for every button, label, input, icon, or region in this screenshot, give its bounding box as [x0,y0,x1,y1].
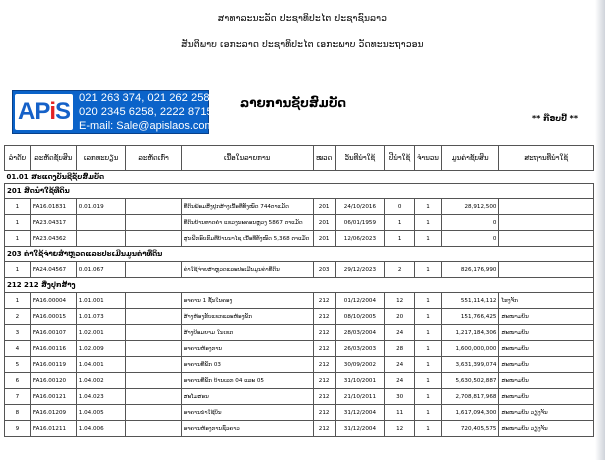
table-row [5,309,594,325]
cell-description: ສະໂມສອນ [181,389,313,405]
cell-years: 2 [385,262,415,278]
cell-description: ອາຄານຫ້ອງການ [181,341,313,357]
table-row [5,341,594,357]
cell-old-code [126,389,181,405]
apis-banner [12,90,214,134]
cell-reg-no: 1.04.001 [76,357,126,373]
cell-date: 26/03/2003 [335,341,385,357]
cell-date: 01/12/2004 [335,293,385,309]
cell-date: 12/06/2023 [335,231,385,247]
subgroup-row [5,278,594,293]
cell-asset-code: FA16.00107 [30,325,76,341]
cell-location: ສະໜາມບິນ [499,309,594,325]
cell-reg-no: 1.04.006 [76,421,126,437]
cell-no: 1 [5,293,31,309]
cell-description: ອາຄານ 1 ຊັ້ນໃນຄອງ [181,293,313,309]
cell-reg-no: 0.01.067 [76,262,126,278]
cell-old-code [126,325,181,341]
cell-no: 3 [5,325,31,341]
cell-description: ອາຄານນຳໃຊ້ບິນ [181,405,313,421]
subgroup-row [5,184,594,199]
cell-no: 7 [5,389,31,405]
cell-asset-code: FA23.04317 [30,215,76,231]
column-header: ລະຫັດເກົ່າ [126,146,181,171]
cell-category: 212 [313,405,335,421]
cell-category: 212 [313,325,335,341]
cell-qty: 1 [415,389,442,405]
cell-qty: 1 [415,357,442,373]
cell-value: 1,617,094,300 [441,405,499,421]
cell-value: 3,631,399,074 [441,357,499,373]
cell-location: ສະໜາມບິນ [499,373,594,389]
cell-description: ຄ່າໃຊ້ຈ່າຍສຳຫຼວດແລະປະເມີນມູນຄ່າທີ່ດິນ [181,262,313,278]
table-row [5,405,594,421]
cell-years: 0 [385,199,415,215]
cell-value: 720,405,575 [441,421,499,437]
cell-date: 24/10/2016 [335,199,385,215]
cell-category: 201 [313,215,335,231]
cell-value: 551,114,112 [441,293,499,309]
cell-no: 5 [5,357,31,373]
cell-category: 212 [313,357,335,373]
cell-qty: 1 [415,293,442,309]
subgroup-title: 201 ສິດນຳໃຊ້ທີ່ດິນ [5,184,594,199]
cell-no: 9 [5,421,31,437]
cell-years: 12 [385,293,415,309]
cell-reg-no [76,231,126,247]
cell-value: 1,217,184,306 [441,325,499,341]
cell-location [499,231,594,247]
cell-date: 30/09/2002 [335,357,385,373]
cell-years: 1 [385,215,415,231]
cell-date: 28/03/2004 [335,325,385,341]
cell-reg-no: 1.04.002 [76,373,126,389]
cell-old-code [126,341,181,357]
cell-qty: 1 [415,421,442,437]
column-header: ປີນຳໃຊ້ [385,146,415,171]
cell-category: 212 [313,389,335,405]
cell-value: 1,600,000,000 [441,341,499,357]
cell-location [499,215,594,231]
table-row [5,293,594,309]
table-row [5,373,594,389]
cell-date: 31/12/2004 [335,405,385,421]
cell-old-code [126,215,181,231]
national-header: ສາທາລະນະລັດ ປະຊາທິປະໄຕ ປະຊາຊົນລາວ [217,14,388,24]
cell-location: ສະໜາມບິນ ວຽງຈັນ [499,405,594,421]
cell-old-code [126,309,181,325]
copy-label: ** ກ໊ອບປີ້ ** [532,114,579,123]
subgroup-title: 212 212 ສິ່ງປຸກສ້າງ [5,278,594,293]
cell-category: 201 [313,199,335,215]
cell-no: 1 [5,199,31,215]
cell-years: 20 [385,309,415,325]
table-row [5,357,594,373]
column-header: ຈຳນວນ [415,146,442,171]
cell-value: 151,766,425 [441,309,499,325]
cell-location: ສະໜາມບິນ [499,357,594,373]
cell-reg-no: 1.01.001 [76,293,126,309]
column-header: ມູນຄ່າຊັບສິນ [441,146,499,171]
cell-reg-no [76,215,126,231]
cell-qty: 1 [415,199,442,215]
cell-description: ສ້າງຫ້ອງຮັບແຂກແລະຫ້ອງພັກ [181,309,313,325]
cell-years: 24 [385,357,415,373]
cell-value: 5,630,502,887 [441,373,499,389]
cell-reg-no: 1.04.023 [76,389,126,405]
cell-old-code [126,373,181,389]
table-row [5,389,594,405]
cell-qty: 1 [415,373,442,389]
national-motto: ສັນຕິພາບ ເອກະລາດ ປະຊາທິປະໄຕ ເອກະພາບ ວັດທະນະຖາວອນ [181,40,424,50]
group-title: 01.01 ສະແດງບັນຊີຊັບສົມບັດ [5,171,594,184]
cell-date: 31/12/2004 [335,421,385,437]
cell-asset-code: FA16.01211 [30,421,76,437]
cell-asset-code: FA16.00119 [30,357,76,373]
cell-qty: 1 [415,405,442,421]
cell-asset-code: FA16.00121 [30,389,76,405]
column-header: ເລກທະບຽນ [76,146,126,171]
column-header: ເນື້ອໃນລາຍການ [181,146,313,171]
cell-date: 29/12/2023 [335,262,385,278]
table-row [5,231,594,247]
cell-reg-no: 0.01.019 [76,199,126,215]
banner-phone-1: 021 263 374, 021 262 258 [79,92,210,104]
cell-description: ອາຄານຫ້ອງການຊົ່ວຄາວ [181,421,313,437]
cell-qty: 1 [415,341,442,357]
cell-old-code [126,293,181,309]
cell-old-code [126,199,181,215]
cell-no: 1 [5,231,31,247]
cell-no: 1 [5,262,31,278]
cell-no: 1 [5,215,31,231]
column-header: ລຳດັບ [5,146,31,171]
column-header: ວັນທີນຳໃຊ້ [335,146,385,171]
table-row [5,215,594,231]
table-row [5,199,594,215]
cell-location: ສະໜາມບິນ [499,341,594,357]
cell-no: 4 [5,341,31,357]
logo-prefix: AP [17,98,50,125]
cell-asset-code: FA23.04362 [30,231,76,247]
cell-asset-code: FA16.00120 [30,373,76,389]
apis-logo [15,94,73,130]
cell-description: ທີ່ດິນບ້ານທາດຄຳ ແຂວງນະຄອນຫຼວງ 5867 ຕາແມັດ [181,215,313,231]
viewer-edge-shadow [595,0,605,460]
column-header: ໝວດ [313,146,335,171]
cell-qty: 1 [415,325,442,341]
cell-reg-no: 1.04.005 [76,405,126,421]
table-row [5,421,594,437]
cell-description: ອາຄານທີ່ພັກ ບ້ານເລກ 04 ແລະ 05 [181,373,313,389]
cell-years: 12 [385,421,415,437]
cell-date: 06/01/1959 [335,215,385,231]
cell-reg-no: 1.01.073 [76,309,126,325]
subgroup-row [5,247,594,262]
cell-description: ສູນຝຶກອົບຮົມທີ່ບ້ານນາໄຊ ເນື້ອທີ່ທັງໝົດ 5,368 ຕາແມັດ [181,231,313,247]
cell-value: 826,176,990 [441,262,499,278]
cell-location: ໂຮງຈັກ [499,293,594,309]
cell-category: 212 [313,373,335,389]
cell-years: 24 [385,325,415,341]
cell-asset-code: FA24.04567 [30,262,76,278]
cell-asset-code: FA16.00116 [30,341,76,357]
cell-category: 212 [313,309,335,325]
cell-value: 0 [441,215,499,231]
cell-asset-code: FA16.00004 [30,293,76,309]
cell-old-code [126,231,181,247]
cell-qty: 1 [415,309,442,325]
column-header: ສະຖານທີ່ນຳໃຊ້ [499,146,594,171]
cell-old-code [126,357,181,373]
cell-years: 30 [385,389,415,405]
cell-date: 21/10/2011 [335,389,385,405]
cell-old-code [126,405,181,421]
cell-no: 2 [5,309,31,325]
cell-description: ທີ່ດິນພ້ອມສິ່ງປຸກສ້າງເນື້ອທີ່ທັງໝົດ 744ຕາແມັດ [181,199,313,215]
cell-value: 2,708,817,968 [441,389,499,405]
cell-location [499,199,594,215]
cell-date: 31/10/2001 [335,373,385,389]
cell-location [499,262,594,278]
cell-years: 1 [385,231,415,247]
cell-description: ອາຄານທີ່ພັກ 03 [181,357,313,373]
cell-asset-code: FA16.00015 [30,309,76,325]
table-row [5,325,594,341]
cell-category: 201 [313,231,335,247]
cell-value: 0 [441,231,499,247]
cell-asset-code: FA16.01831 [30,199,76,215]
cell-years: 24 [385,373,415,389]
cell-reg-no: 1.02.009 [76,341,126,357]
cell-category: 212 [313,341,335,357]
group-row [5,171,594,184]
cell-qty: 1 [415,215,442,231]
cell-value: 28,912,500 [441,199,499,215]
asset-table [4,145,594,437]
cell-old-code [126,262,181,278]
cell-category: 212 [313,293,335,309]
cell-qty: 1 [415,262,442,278]
table-body [5,171,594,437]
cell-old-code [126,421,181,437]
cell-description: ສ້າງປ້ອມຍາມ ໃນເຂດ [181,325,313,341]
cell-location: ສະໜາມບິນ [499,325,594,341]
logo-suffix: S [55,98,71,125]
report-title: ລາຍການຊັບສົມບັດ [240,96,347,110]
subgroup-title: 203 ຄ່າໃຊ້ຈ່າຍສຳຫຼວດແລະປະເມີນມູນຄ່າທີ່ດິນ [5,247,594,262]
cell-no: 6 [5,373,31,389]
cell-asset-code: FA16.01209 [30,405,76,421]
cell-category: 203 [313,262,335,278]
banner-email: E-mail: Sale@apislaos.com [79,120,214,132]
cell-location: ສະໜາມບິນ [499,389,594,405]
cell-location: ສະໜາມບິນ ວຽງຈັນ [499,421,594,437]
cell-category: 212 [313,421,335,437]
logo-i: i [49,98,55,125]
cell-qty: 1 [415,231,442,247]
table-header-row [5,146,594,171]
cell-years: 28 [385,341,415,357]
column-header: ລະຫັດຊັບສິນ [30,146,76,171]
cell-reg-no: 1.02.001 [76,325,126,341]
table-row [5,262,594,278]
banner-phone-2: 020 2345 6258, 2222 8715 [79,106,213,118]
cell-no: 8 [5,405,31,421]
cell-date: 08/10/2005 [335,309,385,325]
cell-years: 11 [385,405,415,421]
